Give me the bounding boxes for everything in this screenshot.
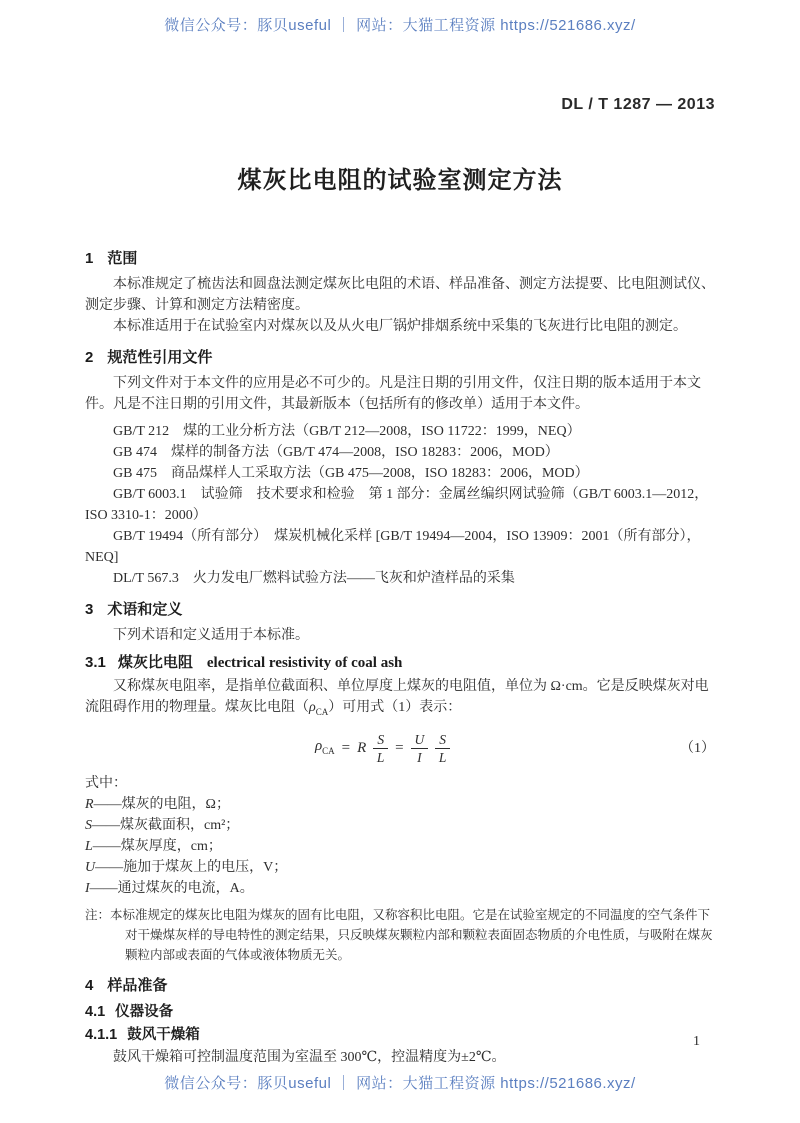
section-4-1-number: 4.1	[85, 1003, 106, 1020]
section-4-1-heading	[85, 1003, 715, 1021]
note-block	[85, 905, 715, 965]
fraction-s-over-l: $\frac{S}{L}$	[373, 732, 388, 765]
section-4-1-1-title: 鼓风干燥箱	[127, 1026, 200, 1043]
term-zh: 煤灰比电阻	[117, 654, 193, 671]
symbol-definition: S——煤灰截面积，cm²；	[85, 817, 240, 833]
note-label: 注：	[85, 907, 111, 922]
fraction-u-over-i: $\frac{U}{I}$	[411, 732, 429, 765]
reference-item: GB/T 6003.1 试验筛 技术要求和检验 第 1 部分：金属丝编织网试验筛（GB/T 6003.1—2012，ISO 3310-1：2000）	[85, 487, 709, 523]
equals-sign: =	[395, 740, 404, 757]
section-4-1-1-body: 鼓风干燥箱可控制温度范围为室温至 300℃，控温精度为±2℃。	[113, 1049, 506, 1065]
section-1-paragraph-2: 本标准适用于在试验室内对煤灰以及从火电厂锅炉排烟系统中采集的飞灰进行比电阻的测定。	[113, 319, 687, 334]
section-4-1-1-heading	[85, 1026, 715, 1044]
section-3-number: 3	[85, 601, 94, 618]
watermark-banner-top: 微信公众号：豚贝useful ｜ 网站：大猫工程资源 https://521686.xyz/	[164, 17, 636, 34]
standard-number: DL / T 1287 — 2013	[561, 96, 715, 113]
section-4-title: 样品准备	[107, 976, 168, 994]
variable-r: R	[357, 740, 367, 757]
definition-text-pre: 又称煤灰电阻率，是指单位截面积、单位厚度上煤灰的电阻值，单位为 Ω·cm。它是反映煤灰对电流阻碍作用的物理量。煤灰比电阻（	[85, 679, 709, 715]
section-1-paragraph-1: 本标准规定了梳齿法和圆盘法测定煤灰比电阻的术语、样品准备、测定方法提要、比电阻测试仪、测定步骤、计算和测定方法精密度。	[85, 277, 715, 313]
section-4-number: 4	[85, 976, 94, 994]
section-2-title: 规范性引用文件	[107, 349, 213, 366]
symbol-definition: L——煤灰厚度，cm；	[85, 838, 222, 854]
document-body	[85, 244, 715, 1068]
formula-1	[85, 732, 680, 765]
section-4-1-title: 仪器设备	[115, 1003, 174, 1020]
watermark-banner-bottom: 微信公众号：豚贝useful ｜ 网站：大猫工程资源 https://521686.xyz/	[164, 1075, 636, 1092]
definition-text-post: ）可用式（1）表示：	[328, 700, 462, 715]
section-4-heading	[85, 977, 715, 995]
reference-item: GB/T 212 煤的工业分析方法（GB/T 212—2008，ISO 11722：1999，NEQ）	[113, 424, 581, 439]
reference-item: GB 474 煤样的制备方法（GB/T 474—2008，ISO 18283：2006，MOD）	[113, 445, 559, 460]
section-3-intro: 下列术语和定义适用于本标准。	[113, 628, 309, 643]
term-number: 3.1	[85, 654, 106, 671]
rho-symbol-inline: $\rho_{CA}$	[309, 700, 329, 717]
rho-symbol: $\rho_{CA}$	[314, 737, 335, 756]
where-label: 式中：	[85, 775, 127, 791]
section-2-number: 2	[85, 349, 94, 366]
section-2-heading	[85, 349, 715, 367]
page-title: 煤灰比电阻的试验室测定方法	[237, 167, 563, 194]
note-text: 本标准规定的煤灰比电阻为煤灰的固有比电阻，又称容积比电阻。它是在试验室规定的不同温度的空气条件下对干燥煤灰样的导电特性的测定结果，只反映煤灰颗粒内部和颗粒表面固态物质的介电性质，与吸附在煤灰颗粒内部或表面的气体或液体物质无关。	[110, 907, 713, 962]
section-4-1-1-number: 4.1.1	[85, 1026, 118, 1043]
term-definition	[85, 676, 715, 723]
formula-number: （1）	[680, 741, 715, 757]
section-3-heading	[85, 601, 715, 619]
page-number: 1	[693, 1034, 700, 1049]
equals-sign: =	[341, 740, 351, 757]
symbol-definition: R——煤灰的电阻，Ω；	[85, 796, 230, 812]
symbol-definition: I——通过煤灰的电流，A。	[85, 880, 254, 896]
reference-item: DL/T 567.3 火力发电厂燃料试验方法——飞灰和炉渣样品的采集	[113, 571, 515, 586]
term-en: electrical resistivity of coal ash	[206, 655, 403, 671]
formula-1-row	[85, 729, 715, 769]
section-1-heading	[85, 250, 715, 268]
section-1-title: 范围	[107, 250, 138, 267]
reference-item: GB/T 19494（所有部分） 煤炭机械化采样 [GB/T 19494—2004，ISO 13909：2001（所有部分），NEQ]	[85, 529, 701, 565]
reference-item: GB 475 商品煤样人工采取方法（GB 475—2008，ISO 18283：2006，MOD）	[113, 466, 589, 481]
section-1-number: 1	[85, 250, 94, 267]
symbol-definition: U——施加于煤灰上的电压，V；	[85, 859, 288, 875]
section-2-intro: 下列文件对于本文件的应用是必不可少的。凡是注日期的引用文件，仅注日期的版本适用于本文件。凡是不注日期的引用文件，其最新版本（包括所有的修改单）适用于本文件。	[85, 376, 701, 412]
symbol-list	[85, 794, 715, 899]
reference-list	[85, 421, 715, 589]
fraction-s-over-l: $\frac{S}{L}$	[435, 732, 450, 765]
section-3-title: 术语和定义	[107, 601, 183, 618]
term-3-1-heading	[85, 654, 715, 672]
